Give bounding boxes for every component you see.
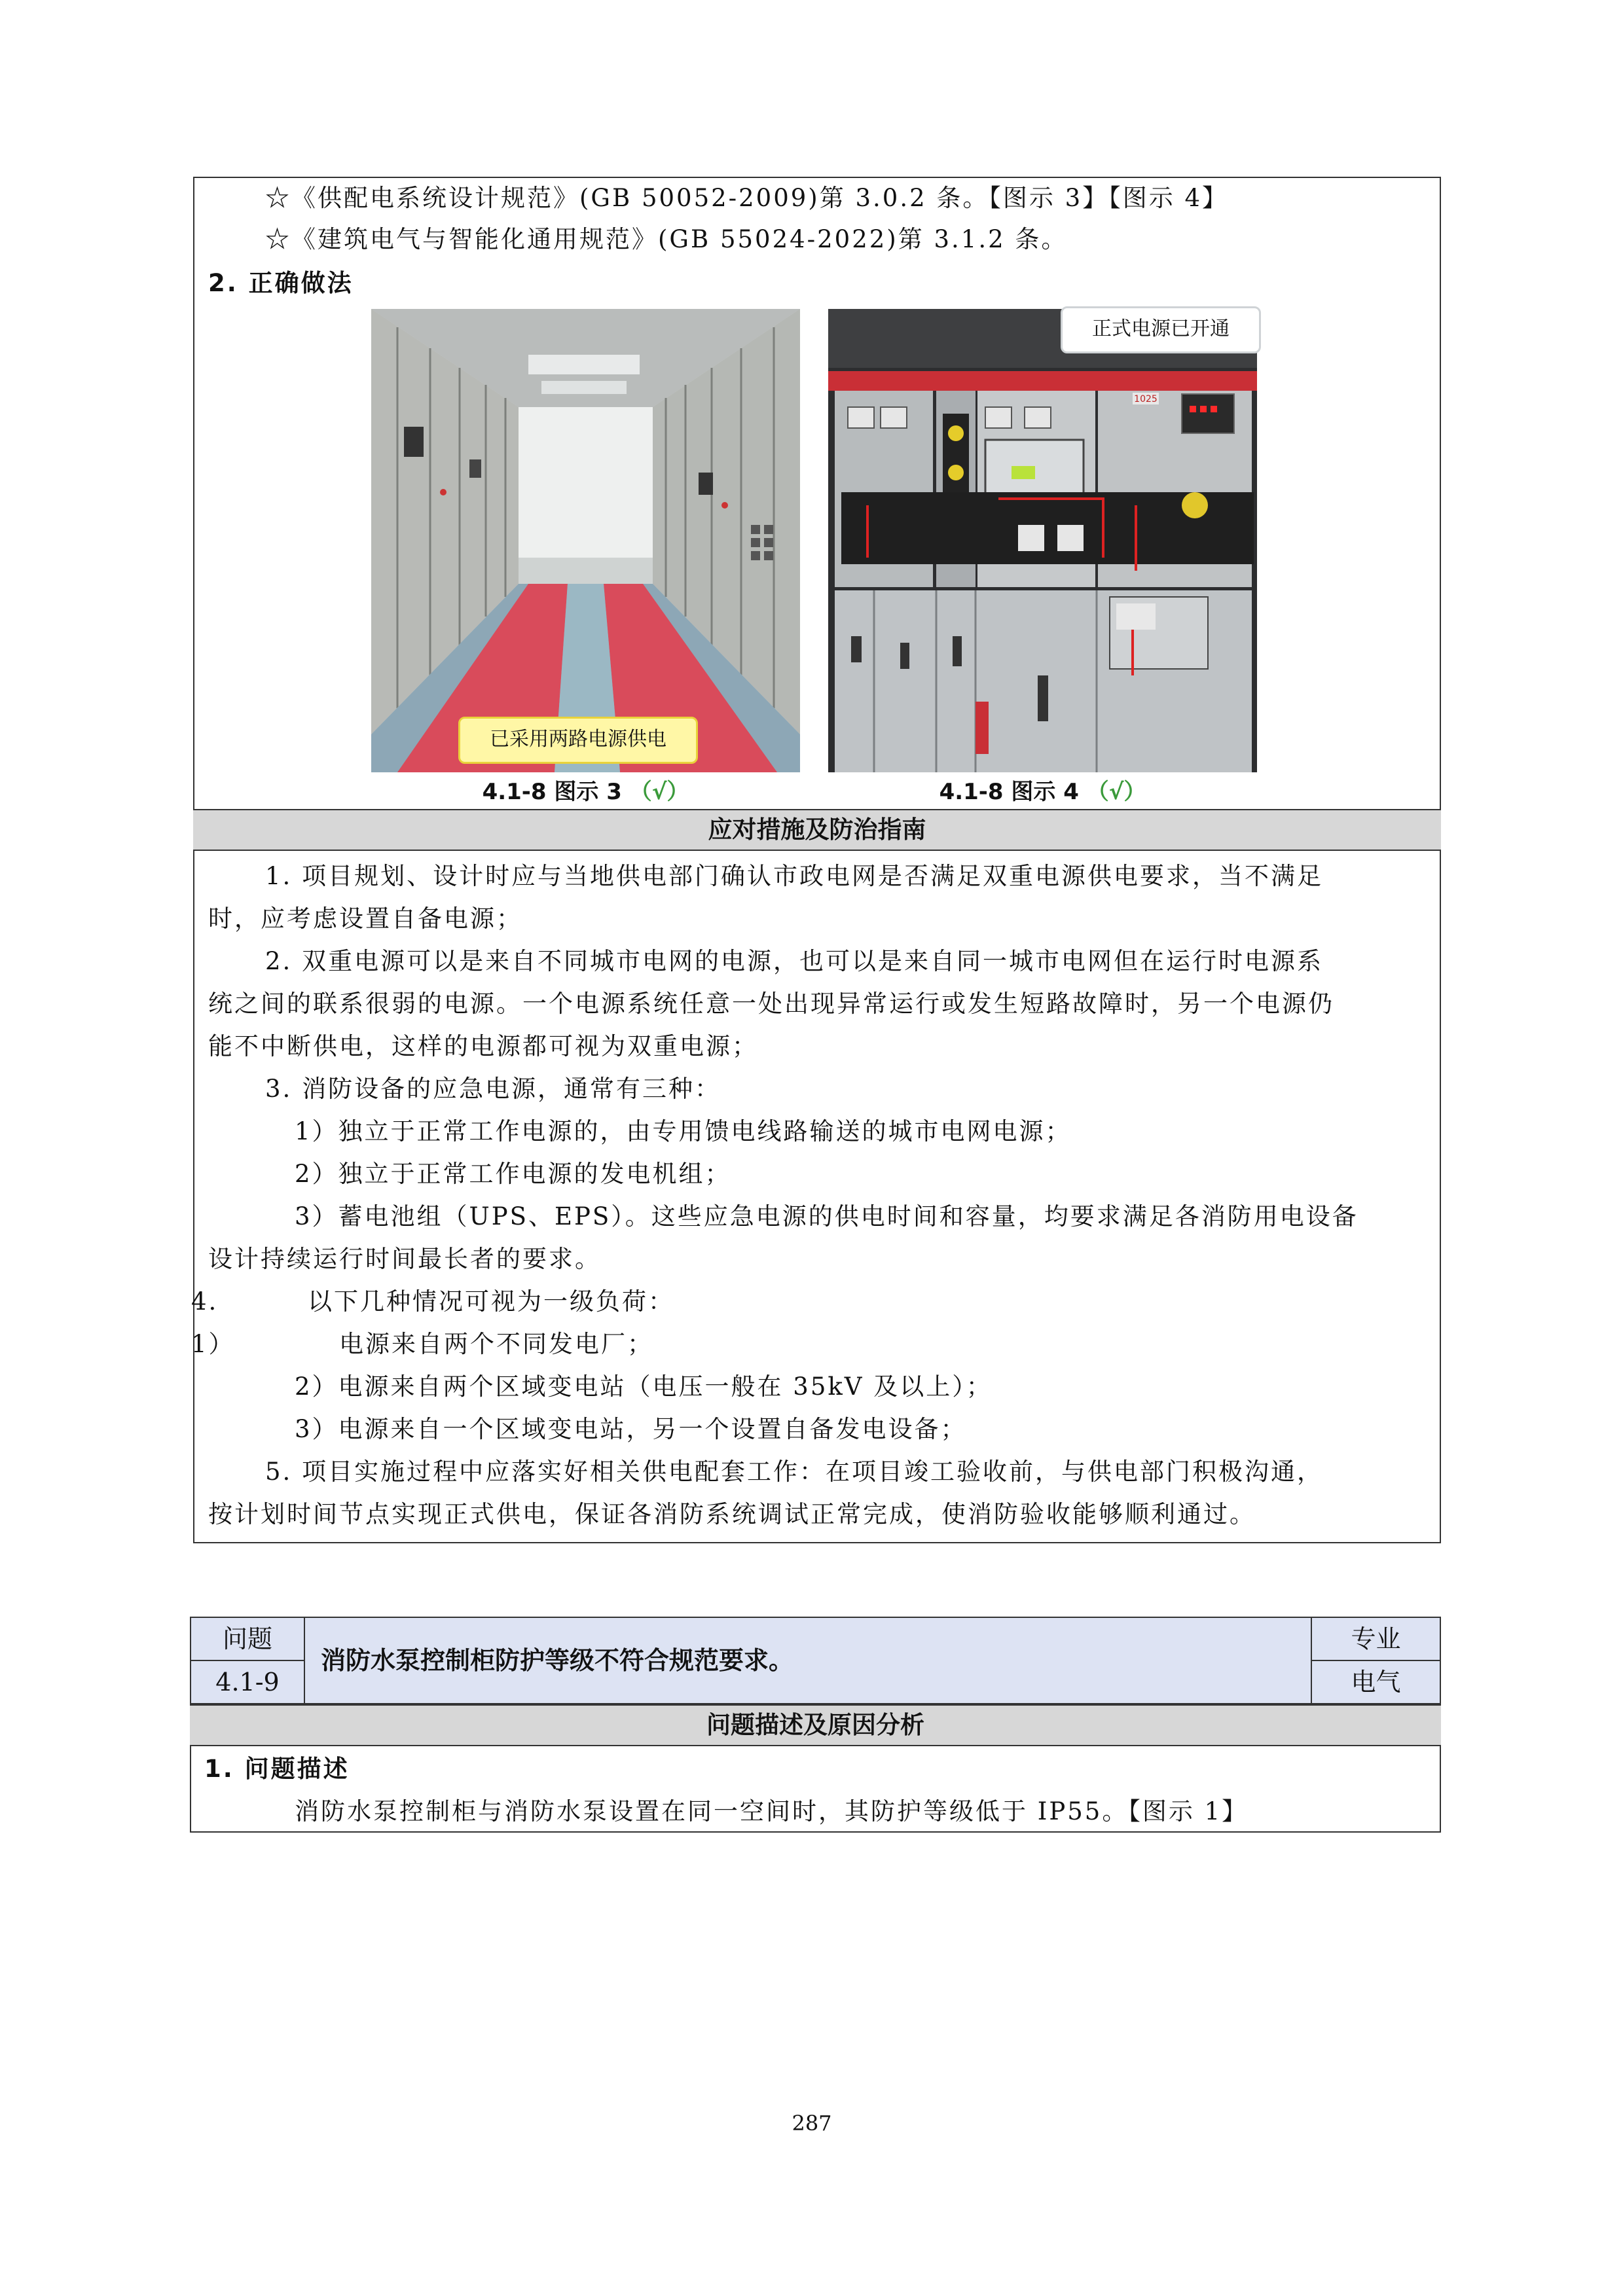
issue-code: 4.1-9 [190, 1660, 305, 1704]
measures-line-10: 设计持续运行时间最长者的要求。 [208, 1245, 601, 1273]
issue-specialty-value: 电气 [1311, 1660, 1441, 1704]
reference-line-2: ☆《建筑电气与智能化通用规范》(GB 55024-2022)第 3.1.2 条。 [265, 225, 1068, 253]
measures-sub-1-number: 1） [191, 1330, 235, 1358]
measures-line-17: 5. 项目实施过程中应落实好相关供电配套工作：在项目竣工验收前，与供电部门积极沟通， [265, 1458, 1324, 1486]
measures-line-18: 按计划时间节点实现正式供电，保证各消防系统调试正常完成，使消防验收能够顺利通过。 [208, 1500, 1256, 1528]
caption-figure-3-main: 4.1-8 图示 3 [482, 779, 622, 805]
issue-label-problem: 问题 [190, 1617, 305, 1661]
callout-dual-power-supply: 已采用两路电源供电 [458, 717, 698, 764]
measures-line-15: 2）电源来自两个区域变电站（电压一般在 35kV 及以上）； [295, 1372, 993, 1401]
measures-item-4-text: 以下几种情况可视为一级负荷： [308, 1287, 674, 1316]
measures-line-7: 1）独立于正常工作电源的，由专用馈电线路输送的城市电网电源； [295, 1117, 1072, 1145]
measures-sub-1-text: 电源来自两个不同发电厂； [339, 1330, 653, 1358]
caption-figure-3-check: （√） [629, 779, 689, 805]
switchgear-illustration [828, 309, 1257, 772]
measures-line-4: 统之间的联系很弱的电源。一个电源系统任意一处出现异常运行或发生短路故障时，另一个电源仍 [208, 990, 1334, 1018]
measures-line-1: 1. 项目规划、设计时应与当地供电部门确认市政电网是否满足双重电源供电要求，当不满足 [265, 862, 1324, 890]
measures-line-3: 2. 双重电源可以是来自不同城市电网的电源，也可以是来自同一城市电网但在运行时电源系 [265, 947, 1324, 975]
corridor-illustration [371, 309, 800, 772]
panel-number: 1025 [1134, 394, 1158, 404]
issue-label-specialty: 专业 [1311, 1617, 1441, 1661]
page-number: 287 [792, 2111, 832, 2136]
measures-item-4-number: 4. [191, 1287, 219, 1316]
caption-figure-4-main: 4.1-8 图示 4 [939, 779, 1079, 805]
measures-line-8: 2）独立于正常工作电源的发电机组； [295, 1160, 731, 1188]
measures-heading: 应对措施及防治指南 [193, 809, 1441, 851]
callout-formal-power-on: 正式电源已开通 [1061, 306, 1261, 353]
caption-figure-4 [828, 774, 1257, 806]
measures-line-16: 3）电源来自一个区域变电站，另一个设置自备发电设备； [295, 1415, 967, 1443]
photo-switchgear-corridor [371, 309, 800, 772]
problem-description-text: 消防水泵控制柜与消防水泵设置在同一空间时，其防护等级低于 IP55。【图示 1】 [295, 1797, 1249, 1825]
photo-hv-switchgear [828, 309, 1257, 772]
caption-figure-3 [371, 774, 800, 806]
measures-line-9: 3）蓄电池组（UPS、EPS）。这些应急电源的供电时间和容量，均要求满足各消防用电设备 [295, 1202, 1359, 1230]
measures-line-6: 3. 消防设备的应急电源，通常有三种： [265, 1075, 721, 1103]
measures-line-2: 时，应考虑设置自备电源； [208, 905, 522, 933]
problem-description-heading: 1. 问题描述 [204, 1755, 350, 1783]
issue-title: 消防水泵控制柜防护等级不符合规范要求。 [304, 1617, 1312, 1704]
correct-practice-heading: 2. 正确做法 [208, 269, 354, 297]
reference-line-1: ☆《供配电系统设计规范》(GB 50052-2009)第 3.0.2 条。【图示 3】【图示 4】 [265, 184, 1229, 212]
caption-figure-4-check: （√） [1086, 779, 1146, 805]
measures-line-5: 能不中断供电，这样的电源都可视为双重电源； [208, 1032, 758, 1060]
analysis-heading: 问题描述及原因分析 [190, 1704, 1441, 1746]
